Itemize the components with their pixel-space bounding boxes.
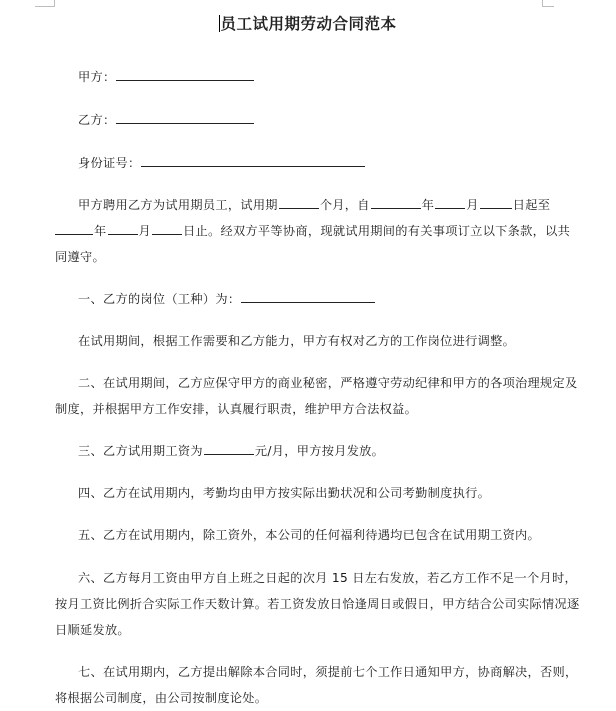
intro-line-3: 同遵守。 — [55, 250, 105, 264]
position-blank[interactable] — [241, 290, 375, 303]
document-title[interactable] — [0, 12, 616, 34]
intro-text: 年 — [421, 198, 435, 212]
intro-text: 月 — [138, 224, 151, 238]
clause-3-text: 三、乙方试用期工资为 — [78, 444, 203, 458]
title-text: 员工试用期劳动合同范本 — [220, 15, 397, 33]
party-b-blank[interactable] — [116, 111, 254, 124]
id-number-blank[interactable] — [141, 154, 365, 167]
clause-3-text: 元/月，甲方按月发放。 — [254, 444, 385, 458]
id-number-line — [78, 154, 366, 171]
months-blank[interactable] — [279, 196, 319, 209]
clause-3 — [78, 442, 384, 459]
intro-text: 甲方聘用乙方为试用期员工，试用期 — [78, 198, 278, 212]
clause-2-line-1: 二、在试用期间，乙方应保守甲方的商业秘密，严格遵守劳动纪律和甲方的各项治理规定及 — [78, 376, 578, 390]
clause-1-text: 一、乙方的岗位（工种）为： — [78, 292, 241, 306]
intro-text: 年 — [94, 224, 107, 238]
clause-1-note: 在试用期间，根据工作需要和乙方能力，甲方有权对乙方的工作岗位进行调整。 — [78, 334, 516, 348]
clause-1 — [78, 290, 376, 307]
clause-7-line-2: 将根据公司制度，由公司按制度论处。 — [55, 691, 268, 705]
start-day-blank[interactable] — [480, 196, 512, 209]
clause-6-line-3: 日顺延发放。 — [55, 623, 130, 637]
end-month-blank[interactable] — [108, 222, 138, 235]
clause-7-line-1: 七、在试用期内，乙方提出解除本合同时，须提前七个工作日通知甲方，协商解决，否则， — [78, 665, 578, 679]
party-a-line — [78, 68, 255, 85]
intro-text: 日起至 — [512, 198, 551, 212]
intro-line-1 — [78, 196, 550, 213]
party-b-label: 乙方： — [78, 113, 116, 127]
salary-blank[interactable] — [204, 442, 254, 455]
start-month-blank[interactable] — [435, 196, 465, 209]
intro-text: 月 — [466, 198, 479, 212]
party-b-line — [78, 111, 255, 128]
clause-5: 五、乙方在试用期内，除工资外，本公司的任何福利待遇均已包含在试用期工资内。 — [78, 528, 541, 542]
start-year-blank[interactable] — [371, 196, 421, 209]
intro-line-2 — [55, 222, 570, 239]
clause-2-line-2: 制度，并根据甲方工作安排，认真履行职责，维护甲方合法权益。 — [55, 402, 418, 416]
intro-text: 日止。经双方平等协商，现就试用期间的有关事项订立以下条款，以共 — [183, 224, 571, 238]
margin-corner-mark-right — [542, 0, 554, 7]
end-day-blank[interactable] — [152, 222, 182, 235]
id-number-label: 身份证号： — [78, 156, 141, 170]
party-a-blank[interactable] — [116, 68, 254, 81]
clause-6-line-2: 按月工资比例折合实际工作天数计算。若工资发放日恰逢周日或假日，甲方结合公司实际情况逐 — [55, 597, 580, 611]
party-a-label: 甲方： — [78, 70, 116, 84]
clause-6-line-1: 六、乙方每月工资由甲方自上班之日起的次月 15 日左右发放，若乙方工作不足一个月时， — [78, 571, 577, 585]
margin-corner-mark-left — [35, 0, 55, 7]
intro-text: 个月，自 — [319, 198, 370, 212]
clause-4: 四、乙方在试用期内，考勤均由甲方按实际出勤状况和公司考勤制度执行。 — [78, 486, 491, 500]
end-year-blank[interactable] — [55, 222, 93, 235]
